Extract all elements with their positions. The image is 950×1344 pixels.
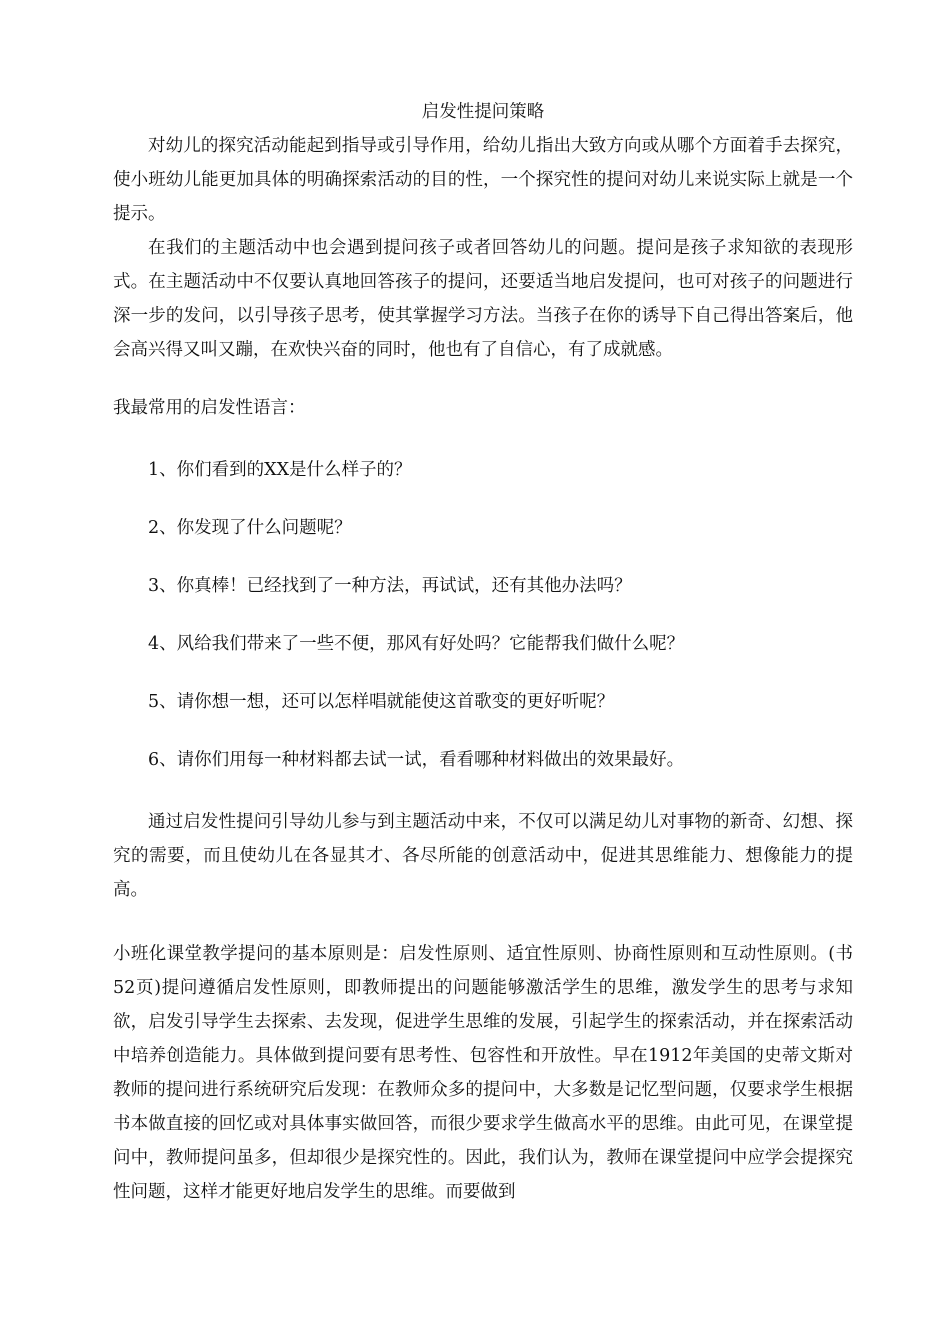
common-language-heading: 我最常用的启发性语言：	[113, 398, 306, 418]
paragraph-1: 对幼儿的探究活动能起到指导或引导作用，给幼儿指出大致方向或从哪个方面着手去探究，使小班幼儿能更加具体的明确探索活动的目的性，一个探究性的提问对幼儿来说实际上就是一个提示。	[113, 136, 853, 224]
list-item: 1、你们看到的XX是什么样子的？	[148, 460, 412, 480]
list-item: 3、你真棒！已经找到了一种方法，再试试，还有其他办法吗？	[148, 576, 632, 596]
list-item: 5、请你想一想，还可以怎样唱就能使这首歌变的更好听呢？	[148, 692, 615, 712]
question-list	[113, 455, 853, 775]
list-item: 2、你发现了什么问题呢？	[148, 518, 352, 538]
document-page	[113, 95, 853, 1209]
paragraph-3: 通过启发性提问引导幼儿参与到主题活动中来，不仅可以满足幼儿对事物的新奇、幻想、探究的需要，而且使幼儿在各显其才、各尽所能的创意活动中，促进其思维能力、想像能力的提高。	[113, 812, 853, 900]
paragraph-4: 小班化课堂教学提问的基本原则是：启发性原则、适宜性原则、协商性原则和互动性原则。(书52页)提问遵循启发性原则，即教师提出的问题能够激活学生的思维，激发学生的思考与求知欲，启发引导学生去探索、去发现，促进学生思维的发展，引起学生的探索活动，并在探索活动中培养创造能力。具体做到提问要有思考性、包容性和开放性。早在1912年美国的史蒂文斯对教师的提问进行系统研究后发现：在教师众多的提问中，大多数是记忆型问题，仅要求学生根据书本做直接的回忆或对具体事实做回答，而很少要求学生做高水平的思维。由此可见，在课堂提问中，教师提问虽多，但却很少是探究性的。因此，我们认为，教师在课堂提问中应学会提探究性问题，这样才能更好地启发学生的思维。而要做到	[113, 944, 853, 1202]
list-item: 6、请你们用每一种材料都去试一试，看看哪种材料做出的效果最好。	[148, 750, 685, 770]
list-item: 4、风给我们带来了一些不便，那风有好处吗？它能帮我们做什么呢？	[148, 634, 685, 654]
paragraph-2: 在我们的主题活动中也会遇到提问孩子或者回答幼儿的问题。提问是孩子求知欲的表现形式。在主题活动中不仅要认真地回答孩子的提问，还要适当地启发提问，也可对孩子的问题进行深一步的发问，以引导孩子思考，使其掌握学习方法。当孩子在你的诱导下自己得出答案后，他会高兴得又叫又蹦，在欢快兴奋的同时，他也有了自信心，有了成就感。	[113, 238, 853, 360]
document-title: 启发性提问策略	[421, 102, 545, 122]
